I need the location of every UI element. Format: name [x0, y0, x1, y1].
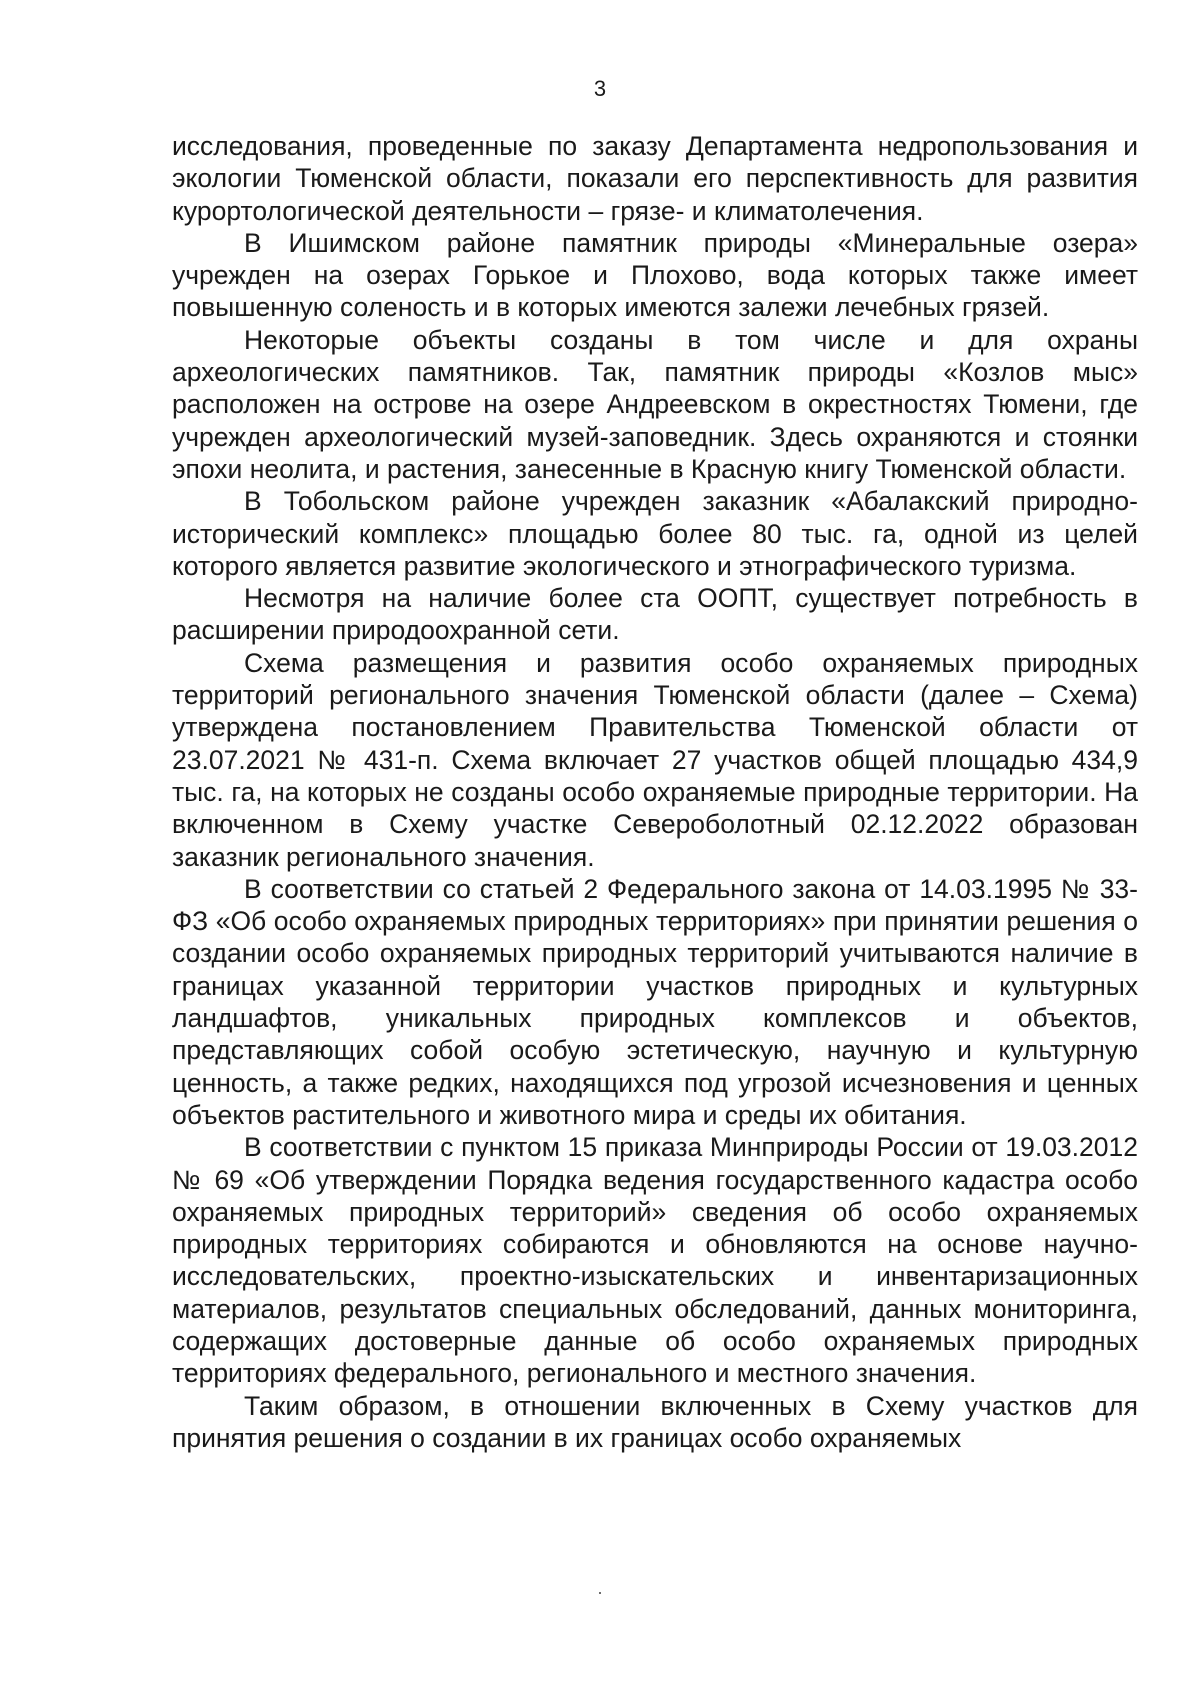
footer-mark: ·	[597, 1582, 603, 1602]
paragraph-scheme: Схема размещения и развития особо охраняемых природных территорий регионального значения Тюменской области (далее – Схема) утверждена постановлением Правительства Тюменской области от 23.07.2021 № 431-п. Схема включает 27 участков общей площадью 434,9 тыс. га, на которых не созданы особо охраняемые природные территории. На включенном в Схему участке Североболотный 02.12.2022 образован заказник регионального значения.	[172, 647, 1138, 872]
paragraph-ministry-order: В соответствии с пунктом 15 приказа Минприроды России от 19.03.2012 № 69 «Об утверждении Порядка ведения государственного кадастра особо охраняемых природных территорий» сведения об особо охраняемых природных территориях собираются и обновляются на основе научно-исследовательских, проектно-изыскательских и инвентаризационных материалов, результатов специальных обследований, данных мониторинга, содержащих достоверные данные об особо охраняемых природных территориях федерального, регионального и местного значения.	[172, 1132, 1138, 1389]
page-number: 3	[593, 76, 607, 101]
paragraph-conclusion: Таким образом, в отношении включенных в Схему участков для принятия решения о создании в их границах особо охраняемых	[172, 1390, 1138, 1453]
document-body	[172, 130, 1138, 1454]
paragraph-continuation: исследования, проведенные по заказу Департамента недропользования и экологии Тюменской области, показали его перспективность для развития курортологической деятельности – грязе- и климатолечения.	[172, 131, 1138, 226]
paragraph-tobolsk-reserve: В Тобольском районе учрежден заказник «Абалакский природно-исторический комплекс» площадью более 80 тыс. га, одной из целей которого является развитие экологического и этнографического туризма.	[172, 486, 1138, 581]
paragraph-archaeological-monuments: Некоторые объекты созданы в том числе и для охраны археологических памятников. Так, памятник природы «Козлов мыс» расположен на острове на озере Андреевском в окрестностях Тюмени, где учрежден археологический музей-заповедник. Здесь охраняются и стоянки эпохи неолита, и растения, занесенные в Красную книгу Тюменской области.	[172, 324, 1138, 484]
paragraph-ishim-mineral-lakes: В Ишимском районе памятник природы «Минеральные озера» учрежден на озерах Горькое и Плохово, вода которых также имеет повышенную соленость и в которых имеются залежи лечебных грязей.	[172, 227, 1138, 323]
paragraph-federal-law: В соответствии со статьей 2 Федерального закона от 14.03.1995 № 33-ФЗ «Об особо охраняемых природных территориях» при принятии решения о создании особо охраняемых природных территорий учитываются наличие в границах указанной территории участков природных и культурных ландшафтов, уникальных природных комплексов и объектов, представляющих собой особую эстетическую, научную и культурную ценность, а также редких, находящихся под угрозой исчезновения и ценных объектов растительного и животного мира и среды их обитания.	[172, 873, 1138, 1130]
paragraph-network-expansion: Несмотря на наличие более ста ООПТ, существует потребность в расширении природоохранной сети.	[172, 583, 1138, 646]
